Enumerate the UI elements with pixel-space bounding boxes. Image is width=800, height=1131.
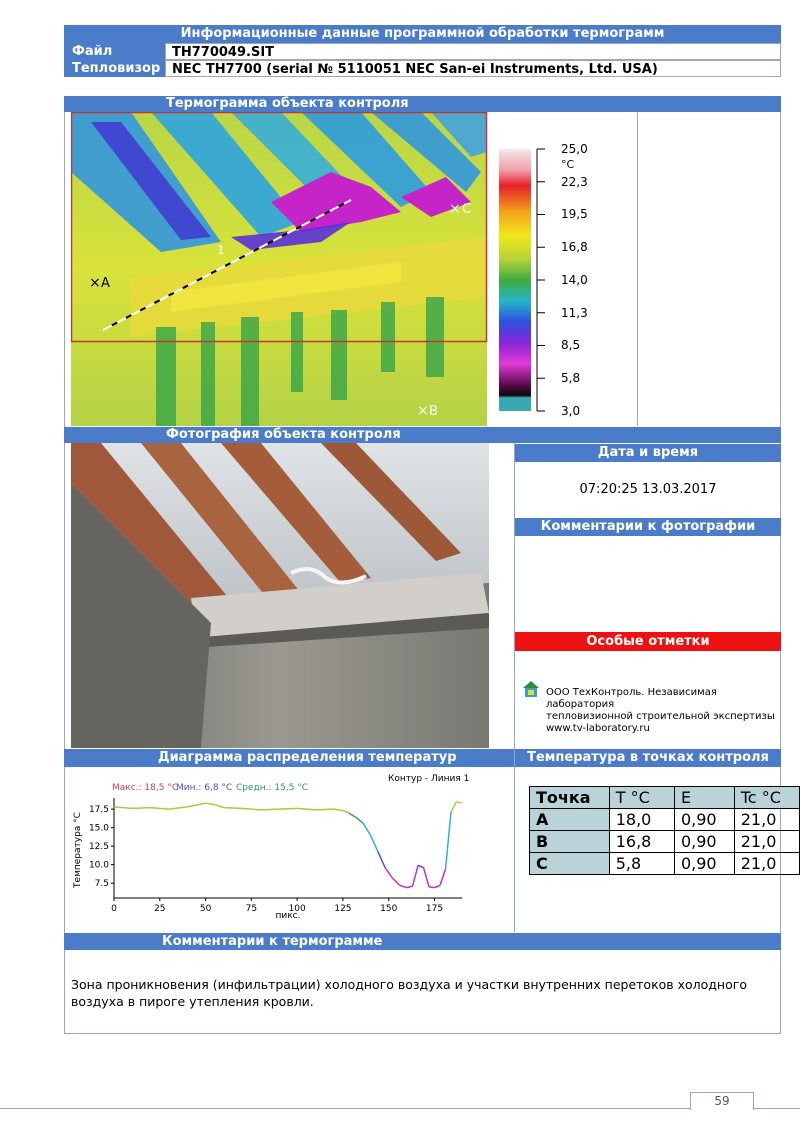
thermogram-panel (71, 112, 637, 426)
scale-tick: 16,8 (561, 240, 588, 254)
chart-line-segment (446, 812, 451, 869)
chart-max-label: Макс.: 18,5 °C (112, 783, 179, 793)
chart-line-segment (418, 865, 423, 867)
chart-x-tick: 50 (199, 904, 212, 914)
chart-x-tick: 150 (380, 904, 398, 914)
lab-line-2: тепловизионной строительной экспертизы (546, 711, 775, 722)
table-cell: C (530, 853, 610, 875)
scale-unit: °C (561, 158, 575, 171)
svg-text:B: B (429, 404, 438, 419)
table-row (530, 809, 800, 831)
svg-text:×: × (89, 275, 101, 291)
scale-tick: 8,5 (561, 338, 581, 352)
chart-line-segment (429, 887, 434, 888)
marker-a (89, 275, 110, 291)
table-cell: 5,8 (609, 853, 674, 875)
chart-line-segment (334, 809, 343, 810)
table-cell: 21,0 (734, 853, 799, 875)
marker-c (449, 201, 471, 217)
chart-line-segment (413, 865, 418, 886)
page-number: 59 (690, 1092, 754, 1110)
chart-line-segment (187, 803, 205, 807)
chart-y-tick: 15.0 (88, 823, 109, 834)
lab-info (546, 687, 781, 735)
photo-title: Фотография объекта контроля (166, 427, 401, 442)
table-header-cell: E (674, 787, 734, 809)
chart-x-tick: 0 (111, 904, 117, 914)
chart-min-label: Мин.: 6,8 °C (176, 783, 233, 793)
thermogram-image (71, 112, 637, 426)
table-row (530, 853, 800, 875)
chart-line-segment (385, 868, 392, 878)
lab-line-1: ООО ТехКонтроль. Независимая лаборатория (546, 687, 717, 710)
chart-avg-label: Средн.: 15,5 °C (236, 783, 309, 793)
scale-tick: 5,8 (561, 371, 581, 385)
footer-line (0, 1108, 800, 1109)
table-cell: 18,0 (609, 809, 674, 831)
datetime-header: Дата и время (515, 444, 781, 462)
report-title: Информационные данные программной обработки термограмм (64, 25, 781, 43)
table-cell: B (530, 831, 610, 853)
chart-line-segment (343, 811, 348, 813)
scale-tick: 25,0 (561, 142, 588, 156)
chart-line-segment (440, 869, 445, 885)
table-row (530, 831, 800, 853)
table-cell: 0,90 (674, 809, 734, 831)
chart-line-segment (242, 808, 260, 809)
chart-line-segment (206, 803, 215, 804)
chart-line-segment (297, 808, 315, 809)
table-header-cell: Tc °C (734, 787, 799, 809)
points-header: Температура в точках контроля (515, 749, 781, 767)
table-header-cell: T °C (609, 787, 674, 809)
diagram-title: Диаграмма распределения температур (158, 750, 457, 765)
marker-b (417, 403, 438, 419)
table-cell: 16,8 (609, 831, 674, 853)
scale-tick: 11,3 (561, 306, 588, 320)
chart-line-segment (279, 808, 297, 809)
thermo-comments-title: Комментарии к термограмме (162, 934, 383, 949)
file-label: Файл (64, 43, 165, 60)
chart-line-segment (378, 851, 385, 867)
chart-line-segment (424, 868, 429, 887)
svg-text:C: C (462, 202, 472, 217)
chart-y-tick: 10.0 (88, 860, 109, 871)
table-header-cell: Точка (530, 787, 610, 809)
chart-y-tick: 12.5 (88, 842, 109, 853)
diagram-header (64, 749, 514, 767)
house-icon (522, 680, 540, 697)
camera-value: NEC TH7700 (serial № 5110051 NEC San-ei Instruments, Ltd. USA) (165, 60, 781, 77)
thermo-comments-header (64, 933, 781, 950)
color-scale (499, 149, 531, 411)
lab-logo (522, 680, 540, 697)
chart-x-tick: 125 (334, 904, 352, 914)
table-cell: 21,0 (734, 831, 799, 853)
chart-line-segment (215, 805, 224, 808)
chart-line-segment (407, 886, 412, 887)
points-table (529, 786, 800, 875)
scale-tick: 14,0 (561, 273, 588, 287)
chart-x-tick: 100 (288, 904, 306, 914)
table-cell: 21,0 (734, 809, 799, 831)
chart-line-segment (315, 809, 333, 810)
chart-title: Контур - Линия 1 (388, 774, 470, 784)
chart-line-segment (151, 808, 169, 809)
chart-line-segment (224, 808, 242, 809)
table-cell: A (530, 809, 610, 831)
chart-y-tick: 7.5 (94, 879, 109, 890)
table-header-row (530, 787, 800, 809)
chart-ylabel: Температура °C (73, 812, 83, 888)
photo-header (64, 427, 781, 443)
chart-line-segment (356, 817, 363, 823)
chart-line-segment (169, 807, 187, 809)
photo-divider (514, 443, 515, 932)
chart-y-tick: 17.5 (88, 805, 109, 816)
camera-label: Тепловизор (64, 60, 165, 77)
svg-text:×: × (417, 403, 429, 419)
chart-line-segment (132, 808, 150, 809)
chart-line-segment (363, 823, 370, 835)
chart-line-segment (457, 802, 462, 803)
chart-line-segment (400, 885, 407, 887)
file-value: TH770049.SIT (165, 43, 781, 60)
chart-svg (66, 770, 512, 930)
table-cell: 0,90 (674, 853, 734, 875)
datetime-value: 07:20:25 13.03.2017 (579, 482, 717, 497)
thermogram-divider (637, 112, 638, 426)
svg-text:×: × (449, 201, 461, 217)
scale-tick: 22,3 (561, 175, 588, 189)
temperature-diagram (66, 770, 512, 930)
chart-line-segment (114, 807, 132, 808)
chart-line-segment (451, 802, 456, 812)
chart-xlabel: пикс. (275, 911, 301, 921)
thermo-comments-text: Зона проникновения (инфильтрации) холодного воздуха и участки внутренних перетоков холодного воздуха в пироге утепления кровли. (71, 977, 747, 1009)
points-table-wrap (529, 786, 800, 875)
chart-line-segment (261, 809, 279, 810)
chart-x-tick: 175 (425, 904, 444, 914)
chart-x-tick: 75 (245, 904, 258, 914)
chart-line-segment (435, 885, 440, 887)
svg-text:A: A (101, 276, 110, 291)
table-cell: 0,90 (674, 831, 734, 853)
thermogram-header (64, 96, 781, 112)
chart-line-segment (370, 835, 377, 851)
scale-tick: 19,5 (561, 207, 588, 221)
photo-comments-header: Комментарии к фотографии (515, 518, 781, 536)
photo-image (71, 443, 489, 748)
thermogram-title: Термограмма объекта контроля (166, 96, 409, 111)
chart-line-segment (348, 813, 355, 817)
line-label: 1 (217, 243, 225, 257)
chart-line-segment (392, 878, 399, 885)
chart-x-tick: 25 (154, 904, 166, 914)
scale-tick: 3,0 (561, 404, 581, 418)
lab-url: www.tv-laboratory.ru (546, 723, 650, 734)
special-marks-header: Особые отметки (515, 632, 781, 651)
